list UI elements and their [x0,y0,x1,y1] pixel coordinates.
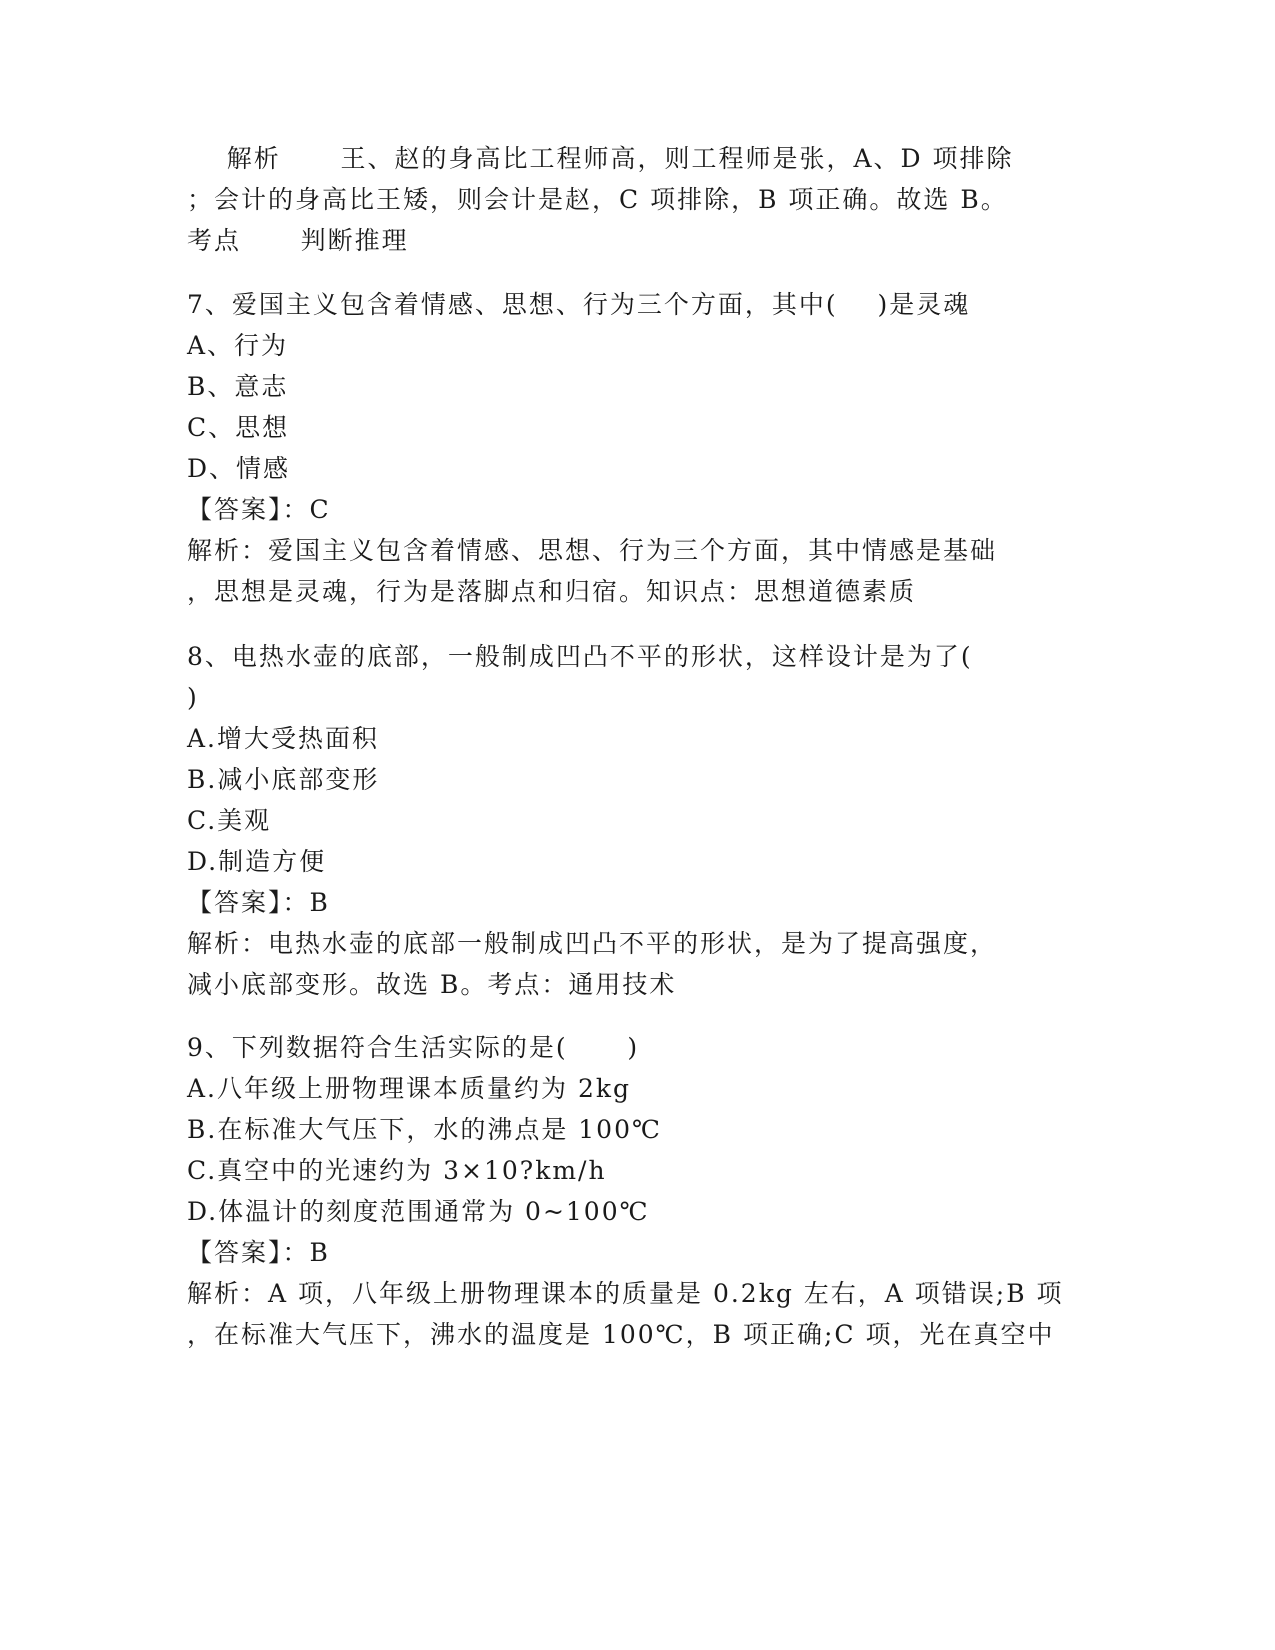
q9-option-a: A.八年级上册物理课本质量约为 2kg [187,1074,632,1103]
q8-analysis-line-1: 解析：电热水壶的底部一般制成凹凸不平的形状，是为了提高强度， [187,929,998,958]
q9-analysis-line-2: ，在标准大气压下，沸水的温度是 100℃，B 项正确;C 项，光在真空中 [187,1320,1055,1349]
q7-answer: 【答案】：C [187,495,331,524]
q8-answer: 【答案】：B [187,888,330,917]
q7-option-b: B、意志 [187,372,289,401]
prev-analysis-line-2: ；会计的身高比王矮，则会计是赵，C 项排除，B 项正确。故选 B。 [187,185,1008,214]
q9-answer: 【答案】：B [187,1238,330,1267]
q8-analysis-line-2: 减小底部变形。故选 B。考点：通用技术 [187,970,677,999]
q8-option-c: C.美观 [187,806,272,835]
q7-option-d: D、情感 [187,454,291,483]
prev-analysis-line-1: 解析 王、赵的身高比工程师高，则工程师是张，A、D 项排除 [187,144,1014,173]
q9-analysis-line-1: 解析：A 项，八年级上册物理课本的质量是 0.2kg 左右，A 项错误;B 项 [187,1279,1064,1308]
q7-option-c: C、思想 [187,413,290,442]
q8-option-d: D.制造方便 [187,847,327,876]
q7-option-a: A、行为 [187,331,289,360]
q7-analysis-line-1: 解析：爱国主义包含着情感、思想、行为三个方面，其中情感是基础 [187,536,998,565]
q9-stem: 9、下列数据符合生活实际的是( ) [187,1033,640,1062]
q8-stem-line-1: 8、电热水壶的底部，一般制成凹凸不平的形状，这样设计是为了( [187,642,973,671]
q8-stem-line-2: ) [187,683,199,712]
q9-option-d: D.体温计的刻度范围通常为 0~100℃ [187,1197,650,1226]
q8-option-a: A.增大受热面积 [187,724,380,753]
q7-stem: 7、爱国主义包含着情感、思想、行为三个方面，其中( )是灵魂 [187,290,971,319]
q9-option-c: C.真空中的光速约为 3×10?km/h [187,1156,607,1185]
q8-option-b: B.减小底部变形 [187,765,380,794]
q7-analysis-line-2: ，思想是灵魂，行为是落脚点和归宿。知识点：思想道德素质 [187,577,917,606]
prev-topic-line: 考点 判断推理 [187,226,409,255]
q9-option-b: B.在标准大气压下，水的沸点是 100℃ [187,1115,662,1144]
